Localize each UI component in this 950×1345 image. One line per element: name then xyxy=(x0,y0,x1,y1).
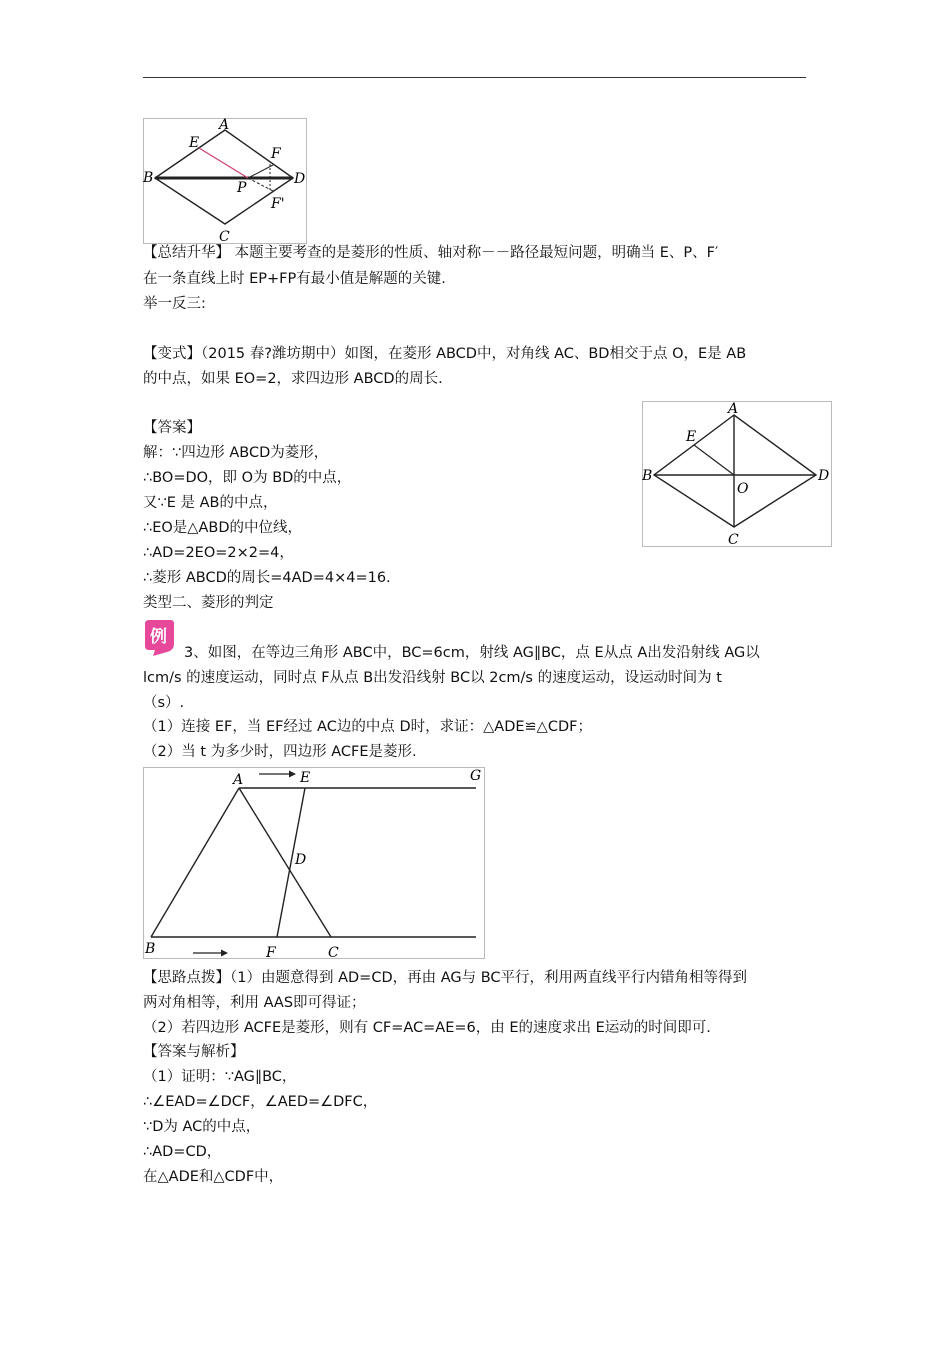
fig1-label-p: P xyxy=(237,180,247,196)
fig3-label-b: B xyxy=(145,941,156,957)
fig1-label-f-prime: F' xyxy=(271,196,285,212)
figure-triangle-parallel xyxy=(143,767,485,959)
fig2-label-c: C xyxy=(728,532,739,547)
summary-line-2: 在一条直线上时 EP+FP有最小值是解题的关键. xyxy=(143,271,446,287)
example-line-4: （1）连接 EF，当 EF经过 AC边的中点 D时，求证：△ADE≌△CDF； xyxy=(143,719,592,735)
hint-line-1: 【思路点拨】（1）由题意得到 AD=CD，再由 AG与 BC平行，利用两直线平行内错角相等得到 xyxy=(143,970,748,986)
answer-line-3: 又∵E 是 AB的中点， xyxy=(143,495,278,511)
analysis-line-1: （1）证明：∵AG∥BC， xyxy=(143,1069,297,1085)
answer-heading: 【答案】 xyxy=(143,420,201,436)
fig3-label-g: G xyxy=(470,768,482,784)
fig1-label-b: B xyxy=(143,170,154,186)
answer-line-2: ∴BO=DO，即 O为 BD的中点， xyxy=(143,470,352,486)
summary-line-1: 【总结升华】 本题主要考查的是菱形的性质、轴对称－－路径最短问题，明确当 E、P、F′ xyxy=(143,245,719,261)
fig3-label-f: F xyxy=(266,945,276,959)
fig3-label-a: A xyxy=(233,772,244,788)
fig3-label-d: D xyxy=(295,852,307,868)
figure-rhombus-reflection xyxy=(143,118,307,244)
hint-line-2: 两对角相等，利用 AAS即可得证； xyxy=(143,995,366,1011)
analysis-line-5: 在△ADE和△CDF中， xyxy=(143,1169,284,1185)
fig1-label-f: F xyxy=(271,146,281,162)
fig1-label-d: D xyxy=(294,171,306,187)
figure-rhombus-diagonals xyxy=(642,401,832,547)
header-rule xyxy=(143,77,806,78)
fig1-label-c: C xyxy=(219,229,230,244)
example-badge-text: 例 xyxy=(150,627,167,647)
example-badge-icon xyxy=(143,618,175,658)
example-line-1: 3、如图，在等边三角形 ABC中，BC=6cm，射线 AG∥BC，点 E从点 A出发沿射线 AG以 xyxy=(184,645,760,661)
fig1-label-a: A xyxy=(219,118,230,133)
variant-line-1: 【变式】（2015 春?潍坊期中）如图，在菱形 ABCD中，对角线 AC、BD相交于点 O，E是 AB xyxy=(143,346,747,362)
fig2-label-e: E xyxy=(686,429,697,445)
analysis-heading: 【答案与解析】 xyxy=(143,1044,245,1060)
example-line-5: （2）当 t 为多少时，四边形 ACFE是菱形. xyxy=(143,744,417,760)
analysis-line-4: ∴AD=CD， xyxy=(143,1144,222,1160)
fig3-label-c: C xyxy=(328,945,339,959)
fig2-label-a: A xyxy=(728,401,739,417)
example-line-2: lcm/s 的速度运动，同时点 F从点 B出发沿线射 BC以 2cm/s 的速度运动，设运动时间为 t xyxy=(143,670,722,686)
practice-heading: 举一反三: xyxy=(143,296,206,312)
answer-line-1: 解：∵四边形 ABCD为菱形， xyxy=(143,445,329,461)
fig2-label-d: D xyxy=(818,468,830,484)
answer-line-4: ∴EO是△ABD的中位线， xyxy=(143,520,302,536)
type2-heading: 类型二、菱形的判定 xyxy=(143,595,274,611)
analysis-line-3: ∵D为 AC的中点， xyxy=(143,1119,261,1135)
analysis-line-2: ∴∠EAD=∠DCF，∠AED=∠DFC， xyxy=(143,1094,378,1110)
fig2-label-o: O xyxy=(737,481,749,497)
fig1-label-e: E xyxy=(189,135,200,151)
fig3-label-e: E xyxy=(300,770,311,786)
fig2-label-b: B xyxy=(642,468,653,484)
example-line-3: （s）. xyxy=(143,695,185,711)
answer-line-5: ∴AD=2EO=2×2=4， xyxy=(143,545,294,561)
variant-line-2: 的中点，如果 EO=2，求四边形 ABCD的周长. xyxy=(143,371,443,387)
answer-line-6: ∴菱形 ABCD的周长=4AD=4×4=16. xyxy=(143,570,391,586)
hint-line-3: （2）若四边形 ACFE是菱形，则有 CF=AC=AE=6，由 E的速度求出 E运动的时间即可. xyxy=(143,1020,711,1036)
